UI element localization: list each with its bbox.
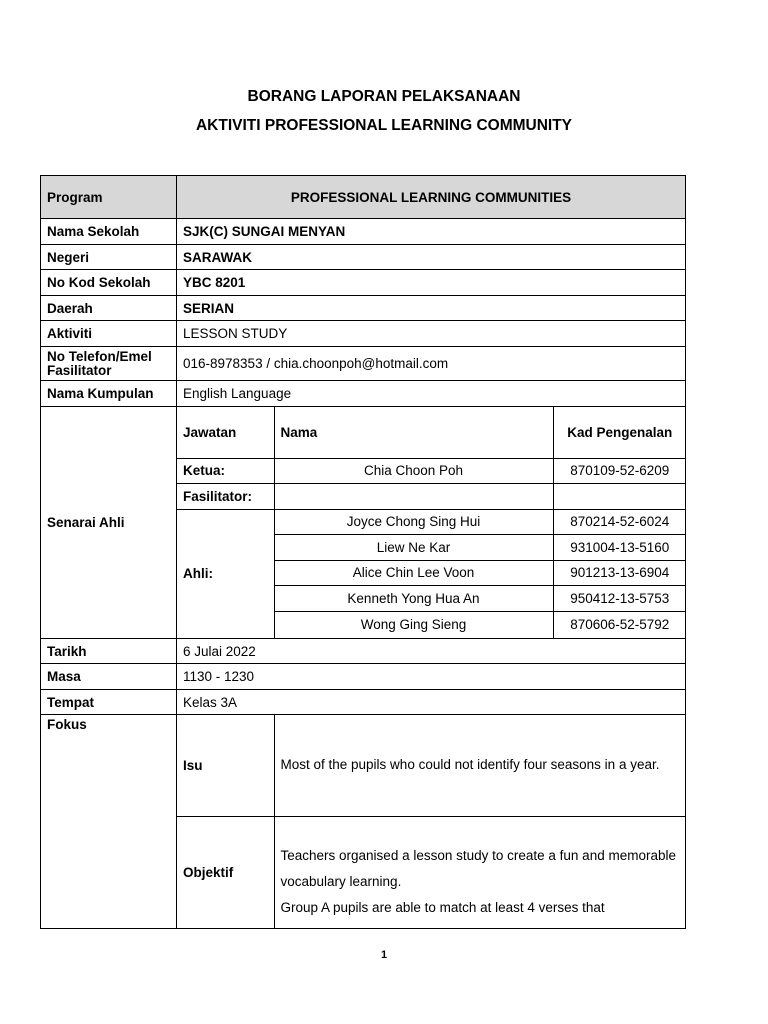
focus-cell xyxy=(177,715,686,929)
district-value: SERIAN xyxy=(177,296,686,321)
member-name: Liew Ne Kar xyxy=(274,534,553,560)
focus-label: Fokus xyxy=(41,715,177,929)
place-value: Kelas 3A xyxy=(177,690,686,715)
contact-label: No Telefon/Emel Fasilitator xyxy=(41,347,177,381)
school-name-value: SJK(C) SUNGAI MENYAN xyxy=(177,219,686,245)
name-header: Nama xyxy=(274,407,553,458)
member-ic: 931004-13-5160 xyxy=(553,534,686,560)
objective-text xyxy=(274,816,686,928)
member-name: Wong Ging Sieng xyxy=(274,611,553,638)
member-name: Alice Chin Lee Voon xyxy=(274,560,553,585)
activity-value: LESSON STUDY xyxy=(177,321,686,347)
objective-label: Objektif xyxy=(177,816,274,928)
field-row xyxy=(41,296,686,321)
date-value: 6 Julai 2022 xyxy=(177,639,686,664)
leader-role: Ketua: xyxy=(177,458,274,483)
page-number: 1 xyxy=(380,949,388,961)
report-form-table xyxy=(40,175,686,929)
issue-label: Isu xyxy=(177,715,274,816)
place-label: Tempat xyxy=(41,690,177,715)
time-value: 1130 - 1230 xyxy=(177,664,686,690)
members-row xyxy=(41,407,686,639)
facilitator-row xyxy=(177,483,686,509)
leader-name: Chia Choon Poh xyxy=(274,458,553,483)
members-table xyxy=(177,407,686,638)
facilitator-role: Fasilitator: xyxy=(177,483,274,509)
focus-row xyxy=(41,715,686,929)
facilitator-name xyxy=(274,483,553,509)
table-row xyxy=(177,509,686,534)
member-name: Joyce Chong Sing Hui xyxy=(274,509,553,534)
contact-value: 016-8978353 / chia.choonpoh@hotmail.com xyxy=(177,347,686,381)
member-ic: 870214-52-6024 xyxy=(553,509,686,534)
issue-text: Most of the pupils who could not identify four seasons in a year. xyxy=(274,715,686,816)
issue-row xyxy=(177,715,686,816)
member-ic: 870606-52-5792 xyxy=(553,611,686,638)
leader-row xyxy=(177,458,686,483)
role-header: Jawatan xyxy=(177,407,274,458)
member-ic: 901213-13-6904 xyxy=(553,560,686,585)
time-label: Masa xyxy=(41,664,177,690)
members-cell xyxy=(177,407,686,639)
member-name: Kenneth Yong Hua An xyxy=(274,585,553,611)
objective-row xyxy=(177,816,686,928)
field-row xyxy=(41,639,686,664)
program-value: PROFESSIONAL LEARNING COMMUNITIES xyxy=(177,176,686,219)
members-label: Senarai Ahli xyxy=(41,407,177,639)
state-value: SARAWAK xyxy=(177,245,686,270)
form-title: BORANG LAPORAN PELAKSANAAN xyxy=(247,88,521,105)
objective-line-1: Teachers organised a lesson study to create a fun and memorable vocabulary learning. xyxy=(280,847,676,889)
leader-ic: 870109-52-6209 xyxy=(553,458,686,483)
date-label: Tarikh xyxy=(41,639,177,664)
field-row xyxy=(41,664,686,690)
form-subtitle: AKTIVITI PROFESSIONAL LEARNING COMMUNITY xyxy=(195,117,573,134)
group-name-label: Nama Kumpulan xyxy=(41,381,177,407)
school-code-label: No Kod Sekolah xyxy=(41,270,177,296)
member-ic: 950412-13-5753 xyxy=(553,585,686,611)
ahli-role: Ahli: xyxy=(177,509,274,638)
members-header-row xyxy=(177,407,686,458)
ic-header: Kad Pengenalan xyxy=(553,407,686,458)
field-row xyxy=(41,270,686,296)
school-name-label: Nama Sekolah xyxy=(41,219,177,245)
field-row xyxy=(41,321,686,347)
field-row xyxy=(41,690,686,715)
school-code-value: YBC 8201 xyxy=(177,270,686,296)
group-name-value: English Language xyxy=(177,381,686,407)
program-row xyxy=(41,176,686,219)
state-label: Negeri xyxy=(41,245,177,270)
field-row xyxy=(41,245,686,270)
district-label: Daerah xyxy=(41,296,177,321)
field-row xyxy=(41,219,686,245)
facilitator-ic xyxy=(553,483,686,509)
focus-table xyxy=(177,715,686,928)
objective-line-2: Group A pupils are able to match at least 4 verses that xyxy=(280,899,605,915)
field-row xyxy=(41,381,686,407)
program-label: Program xyxy=(41,176,177,219)
activity-label: Aktiviti xyxy=(41,321,177,347)
field-row xyxy=(41,347,686,381)
